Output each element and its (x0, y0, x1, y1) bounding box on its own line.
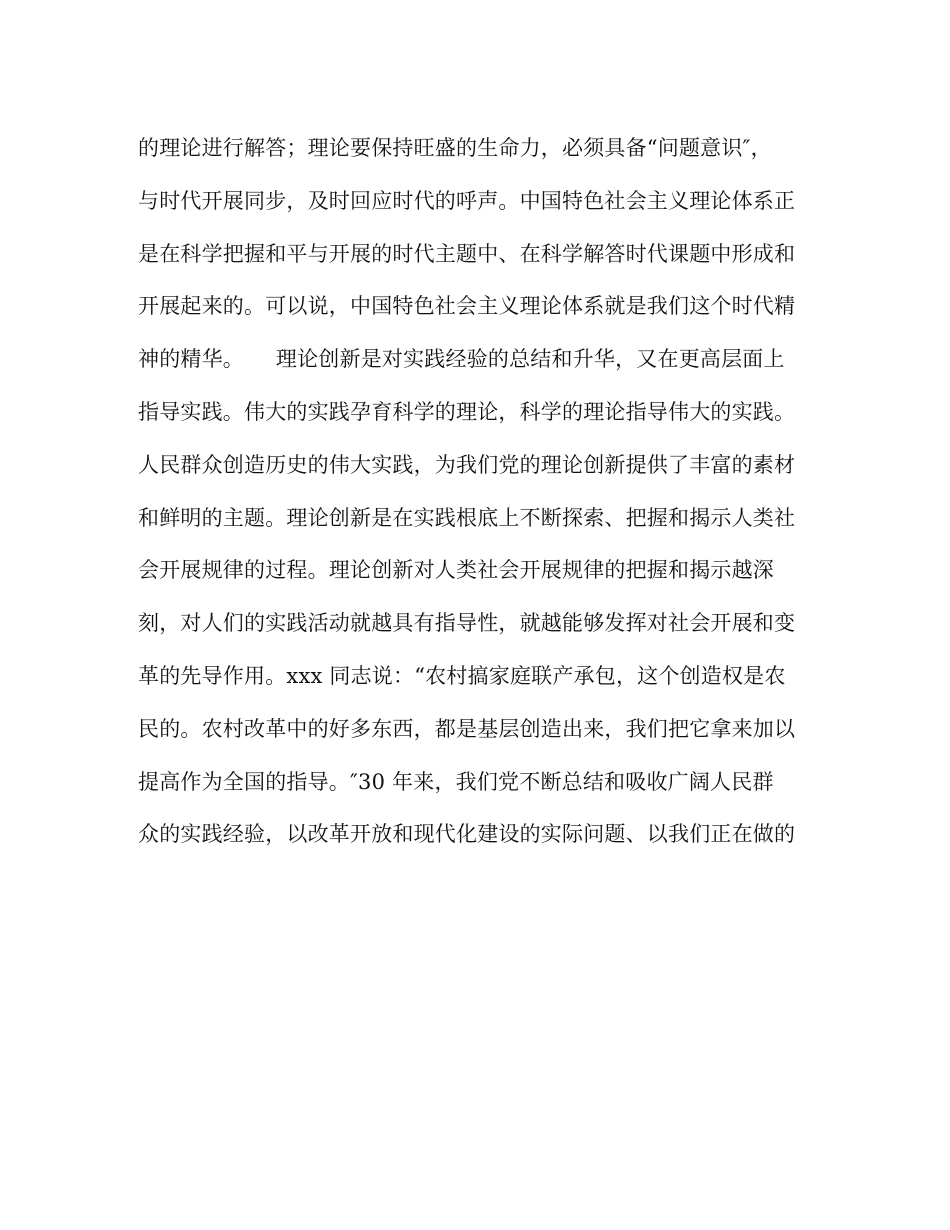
text-line: 与时代开展同步，及时回应时代的呼声。中国特色社会主义理论体系正 (138, 188, 796, 213)
text-line: 民的。农村改革中的好多东西，都是基层创造出来，我们把它拿来加以 (138, 716, 796, 741)
text-line: 指导实践。伟大的实践孕育科学的理论，科学的理论指导伟大的实践。 (138, 399, 796, 424)
text-line: 神的精华。 理论创新是对实践经验的总结和升华，又在更高层面上 (138, 347, 785, 372)
body-text (138, 122, 828, 861)
text-line: 和鲜明的主题。理论创新是在实践根底上不断探索、把握和揭示人类社 (138, 505, 796, 530)
text-line: 刻，对人们的实践活动就越具有指导性，就越能够发挥对社会开展和变 (138, 611, 796, 636)
text-line: 人民群众创造历史的伟大实践，为我们党的理论创新提供了丰富的素材 (138, 452, 796, 477)
text-line: 众的实践经验，以改革开放和现代化建设的实际问题、以我们正在做的 (138, 822, 796, 847)
text-line: 会开展规律的过程。理论创新对人类社会开展规律的把握和揭示越深 (138, 558, 774, 583)
text-line: 开展起来的。可以说，中国特色社会主义理论体系就是我们这个时代精 (138, 294, 796, 319)
text-line: 提高作为全国的指导。″30 年来，我们党不断总结和吸收广阔人民群 (138, 769, 774, 794)
text-line: 的理论进行解答；理论要保持旺盛的生命力，必须具备“问题意识″， (138, 136, 772, 160)
text-line: 是在科学把握和平与开展的时代主题中、在科学解答时代课题中形成和 (138, 241, 796, 266)
text-line: 革的先导作用。xxx 同志说：“农村搞家庭联产承包，这个创造权是农 (138, 663, 786, 688)
